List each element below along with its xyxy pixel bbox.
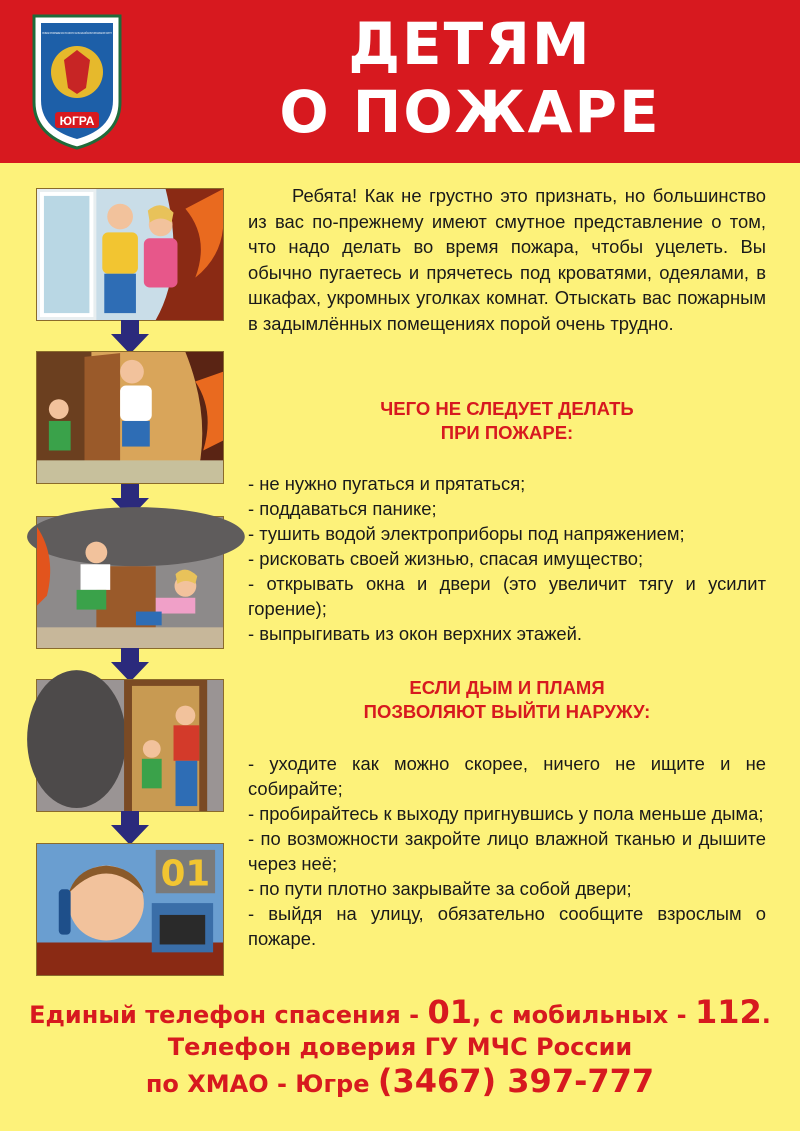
hotline-phone-line bbox=[0, 1062, 800, 1103]
page-title-line2: О ПОЖАРЕ bbox=[279, 78, 661, 146]
list-item: - не нужно пугаться и прятаться; bbox=[248, 473, 526, 494]
list-item: - открывать окна и двери (это увеличит тягу и усилит горение); bbox=[248, 573, 766, 619]
hotline-title: Телефон доверия ГУ МЧС России bbox=[167, 1033, 633, 1061]
list-item: - уходите как можно скорее, ничего не ищите и не собирайте; bbox=[248, 753, 766, 799]
rescue-phone-number: 01 bbox=[427, 993, 472, 1031]
emblem-caption-text: ГЛАВНОЕ УПРАВЛЕНИЕ МЧС РОССИИ ПО ХАНТЫ-МАНСИЙСКОМУ АВТОНОМНОМУ ОКРУГУ bbox=[42, 31, 113, 35]
list-item: - поддаваться панике; bbox=[248, 498, 437, 519]
children-at-window-illustration bbox=[36, 188, 224, 321]
rescue-phone-line bbox=[0, 994, 800, 1033]
list-item: - по пути плотно закрывайте за собой двери; bbox=[248, 878, 632, 899]
child-hiding-in-cupboard-illustration bbox=[36, 351, 224, 484]
down-arrow-icon bbox=[111, 648, 149, 682]
down-arrow-icon bbox=[111, 320, 149, 354]
list-item: - выйдя на улицу, обязательно сообщите взрослым о пожаре. bbox=[248, 903, 766, 949]
intro-paragraph: Ребята! Как не грустно это признать, но большинство из вас по-прежнему имеют смутное представление о том, что надо делать во время пожара, чтобы уцелеть. Вы обычно пугаетесь и прячетесь под кроватями, одеялами, в шкафах, укромных уголках комнат. Отыскать вас пожарным в задымлённых помещениях порой очень трудно. bbox=[248, 185, 766, 334]
page-title bbox=[150, 10, 790, 146]
children-leaving-through-door-illustration bbox=[36, 679, 224, 812]
list-item: - пробирайтесь к выходу пригнувшись у пола меньше дыма; bbox=[248, 803, 764, 824]
list-item: - по возможности закройте лицо влажной тканью и дышите через неё; bbox=[248, 828, 766, 874]
emblem-banner-text: ЮГРА bbox=[59, 114, 95, 128]
boy-calling-01-illustration bbox=[36, 843, 224, 976]
header-banner bbox=[0, 0, 800, 163]
dont-section-heading bbox=[248, 397, 766, 445]
exit-list bbox=[248, 751, 766, 951]
phone-label-01: 01 bbox=[160, 853, 211, 895]
mobile-phone-text: , с мобильных - bbox=[472, 1001, 695, 1029]
exit-section-heading bbox=[248, 676, 766, 724]
hotline-phone-number: (3467) 397-777 bbox=[377, 1062, 655, 1100]
rescue-line-end: . bbox=[761, 1001, 771, 1029]
list-item: - выпрыгивать из окон верхних этажей. bbox=[248, 623, 582, 644]
rescue-phone-text: Единый телефон спасения - bbox=[29, 1001, 428, 1029]
dont-heading-line2: ПРИ ПОЖАРЕ: bbox=[440, 422, 574, 443]
page-title-line1: ДЕТЯМ bbox=[348, 10, 592, 78]
emblem-shield-icon bbox=[28, 10, 126, 150]
list-item: - рисковать своей жизнью, спасая имущество; bbox=[248, 548, 644, 569]
list-item: - тушить водой электроприборы под напряжением; bbox=[248, 523, 685, 544]
hotline-region-text: по ХМАО - Югре bbox=[145, 1070, 378, 1098]
down-arrow-icon bbox=[111, 811, 149, 845]
dont-list bbox=[248, 471, 766, 646]
exit-heading-line2: ПОЗВОЛЯЮТ ВЫЙТИ НАРУЖУ: bbox=[363, 701, 651, 722]
exit-heading-line1: ЕСЛИ ДЫМ И ПЛАМЯ bbox=[409, 677, 605, 698]
dont-heading-line1: ЧЕГО НЕ СЛЕДУЕТ ДЕЛАТЬ bbox=[380, 398, 634, 419]
mobile-phone-number: 112 bbox=[694, 993, 762, 1031]
children-crawling-in-smoke-illustration bbox=[36, 516, 224, 649]
